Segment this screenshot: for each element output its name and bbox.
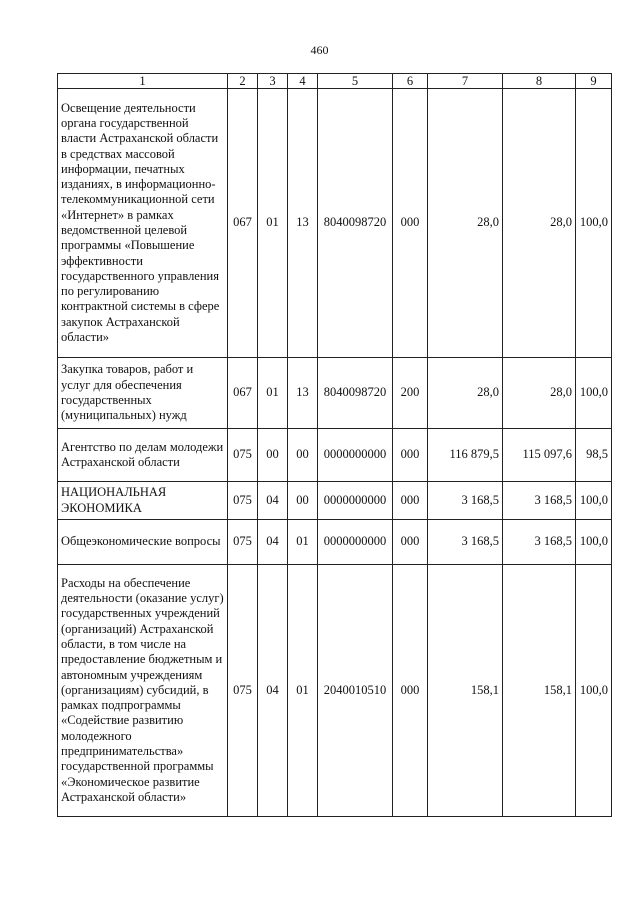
cell-col9: 100,0	[576, 520, 612, 565]
cell-col6: 000	[393, 89, 428, 358]
cell-col5: 0000000000	[318, 429, 393, 482]
cell-col5: 8040098720	[318, 89, 393, 358]
header-cell: 2	[228, 74, 258, 89]
header-cell: 3	[258, 74, 288, 89]
cell-col5: 0000000000	[318, 482, 393, 520]
table-row	[58, 429, 612, 482]
cell-col8: 28,0	[503, 358, 576, 429]
row-name: Закупка товаров, работ и услуг для обеспечения государственных (муниципальных) нужд	[58, 358, 228, 429]
cell-col8: 28,0	[503, 89, 576, 358]
cell-col9: 100,0	[576, 358, 612, 429]
cell-col8: 3 168,5	[503, 482, 576, 520]
cell-col5: 8040098720	[318, 358, 393, 429]
cell-col3: 04	[258, 520, 288, 565]
cell-col4: 00	[288, 429, 318, 482]
row-name: НАЦИОНАЛЬНАЯ ЭКОНОМИКА	[58, 482, 228, 520]
cell-col3: 01	[258, 89, 288, 358]
cell-col2: 075	[228, 520, 258, 565]
cell-col6: 200	[393, 358, 428, 429]
cell-col9: 100,0	[576, 565, 612, 817]
cell-col6: 000	[393, 429, 428, 482]
cell-col7: 3 168,5	[428, 482, 503, 520]
cell-col7: 3 168,5	[428, 520, 503, 565]
cell-col9: 100,0	[576, 89, 612, 358]
cell-col3: 04	[258, 565, 288, 817]
cell-col4: 13	[288, 89, 318, 358]
cell-col6: 000	[393, 482, 428, 520]
budget-table	[57, 73, 612, 817]
cell-col7: 28,0	[428, 89, 503, 358]
table-row	[58, 358, 612, 429]
cell-col3: 00	[258, 429, 288, 482]
cell-col4: 01	[288, 520, 318, 565]
cell-col4: 01	[288, 565, 318, 817]
cell-col9: 98,5	[576, 429, 612, 482]
cell-col8: 158,1	[503, 565, 576, 817]
header-cell: 6	[393, 74, 428, 89]
row-name: Освещение деятельности органа государственной власти Астраханской области в средствах массовой информации, печатных изданиях, в информационно-телекоммуникационной сети «Интернет» в рамках ведомственной целевой программы «Повышение эффективности государственного управления по регулированию контрактной системы в сфере закупок Астраханской области»	[58, 89, 228, 358]
header-cell: 7	[428, 74, 503, 89]
header-cell: 1	[58, 74, 228, 89]
cell-col7: 116 879,5	[428, 429, 503, 482]
cell-col2: 075	[228, 565, 258, 817]
cell-col5: 0000000000	[318, 520, 393, 565]
cell-col2: 075	[228, 482, 258, 520]
cell-col8: 115 097,6	[503, 429, 576, 482]
cell-col2: 075	[228, 429, 258, 482]
cell-col7: 158,1	[428, 565, 503, 817]
header-cell: 4	[288, 74, 318, 89]
cell-col3: 01	[258, 358, 288, 429]
row-name: Агентство по делам молодежи Астраханской области	[58, 429, 228, 482]
cell-col2: 067	[228, 358, 258, 429]
cell-col5: 2040010510	[318, 565, 393, 817]
header-row	[58, 74, 612, 89]
header-cell: 8	[503, 74, 576, 89]
cell-col7: 28,0	[428, 358, 503, 429]
row-name: Общеэкономические вопросы	[58, 520, 228, 565]
cell-col3: 04	[258, 482, 288, 520]
cell-col6: 000	[393, 565, 428, 817]
cell-col9: 100,0	[576, 482, 612, 520]
cell-col6: 000	[393, 520, 428, 565]
cell-col4: 13	[288, 358, 318, 429]
table-row	[58, 565, 612, 817]
cell-col4: 00	[288, 482, 318, 520]
header-cell: 5	[318, 74, 393, 89]
cell-col8: 3 168,5	[503, 520, 576, 565]
table-row	[58, 482, 612, 520]
row-name: Расходы на обеспечение деятельности (оказание услуг) государственных учреждений (организаций) Астраханской области, в том числе на предоставление бюджетным и автономным учреждениям (организациям) субсидий, в рамках подпрограммы «Содействие развитию молодежного предпринимательства» государственной программы «Экономическое развитие Астраханской области»	[58, 565, 228, 817]
table-row	[58, 89, 612, 358]
table-row	[58, 520, 612, 565]
page-number: 460	[310, 43, 329, 57]
header-cell: 9	[576, 74, 612, 89]
cell-col2: 067	[228, 89, 258, 358]
